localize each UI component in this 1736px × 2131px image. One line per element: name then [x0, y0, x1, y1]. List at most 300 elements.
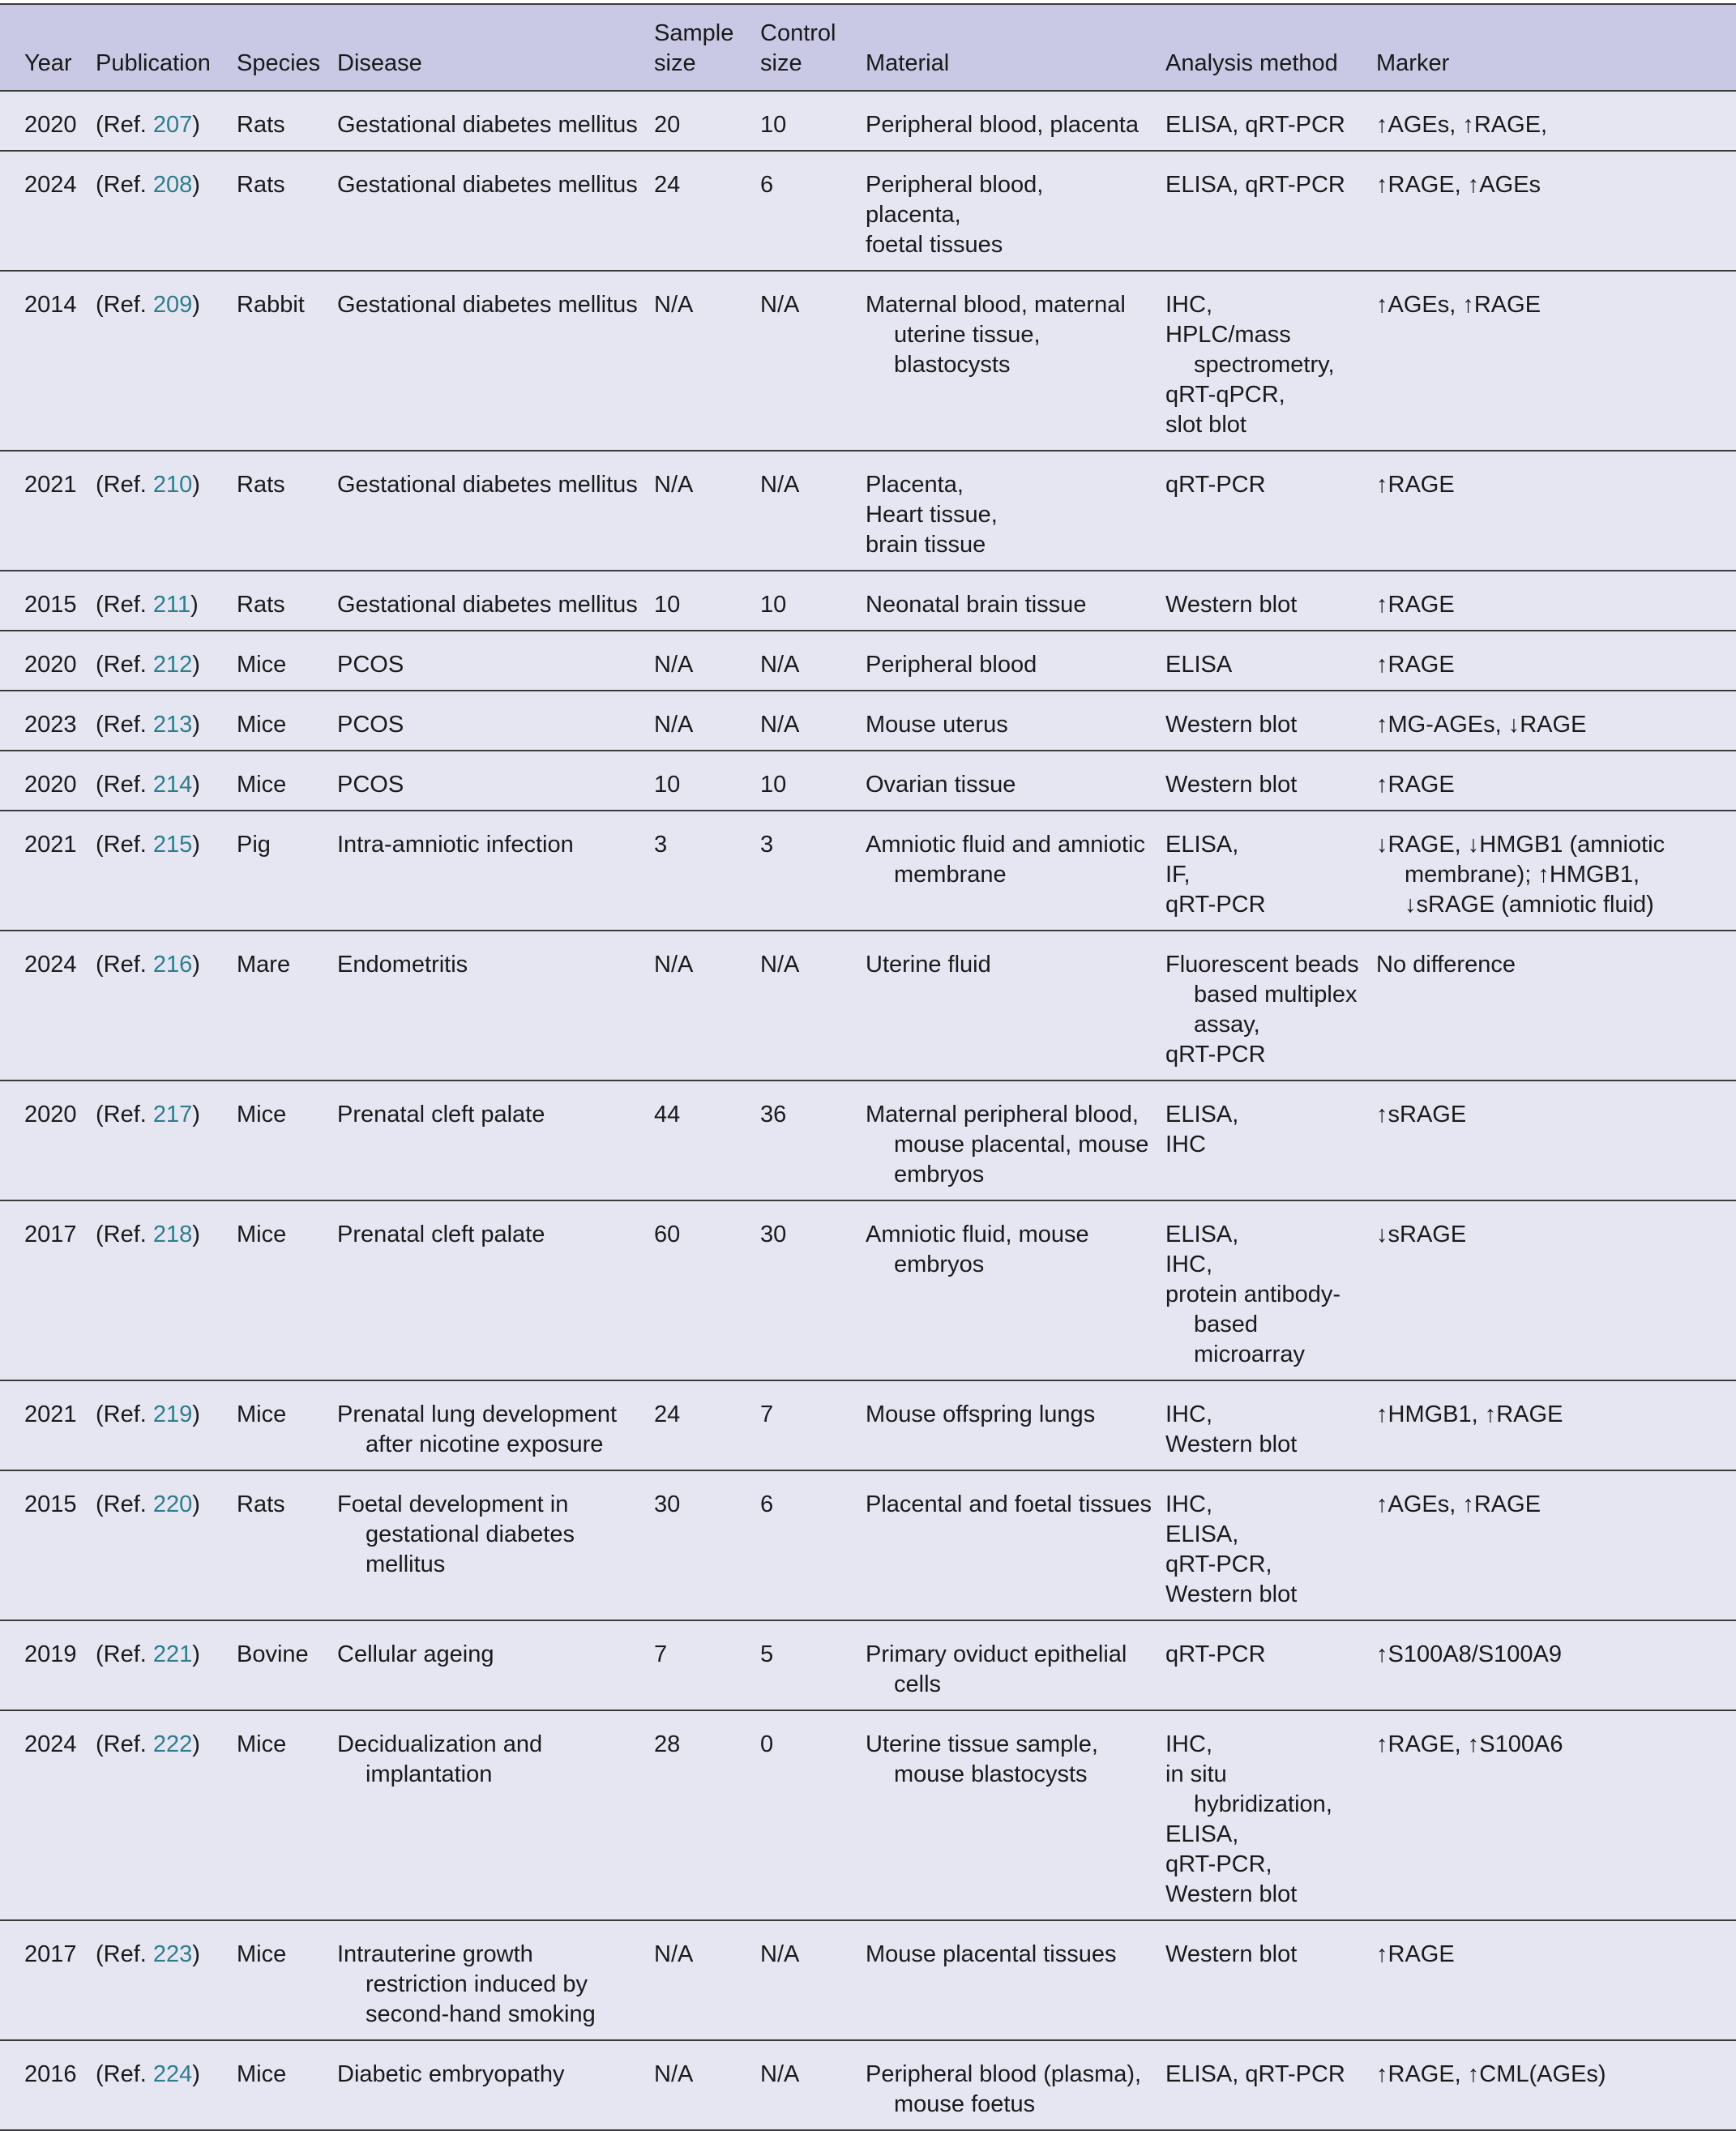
disease-cell-text: Decidualization and implantation	[337, 1731, 543, 1787]
table-header	[0, 4, 1736, 91]
marker-cell	[1370, 91, 1736, 151]
control-size-cell	[754, 1470, 859, 1620]
analysis-method-cell-line: Western blot	[1165, 1941, 1298, 1967]
species-cell-text: Rats	[237, 172, 285, 198]
table-row	[0, 1080, 1736, 1200]
year-cell	[0, 1920, 89, 2040]
analysis-method-cell-line: ELISA	[1165, 652, 1233, 678]
material-cell-text: Peripheral blood (plasma), mouse foetus	[866, 2061, 1142, 2117]
material-cell-line: foetal tissues	[866, 232, 1003, 258]
ref-link[interactable]: 218	[152, 1222, 193, 1247]
ref-prefix: (Ref.	[96, 1401, 153, 1427]
publication-cell	[89, 1470, 230, 1620]
control-size-cell	[754, 1710, 859, 1920]
header-disease: Disease	[331, 4, 648, 91]
year-cell	[0, 811, 89, 931]
species-cell	[230, 1920, 331, 2040]
material-cell-text: Peripheral blood, placenta	[866, 112, 1139, 138]
marker-cell	[1370, 571, 1736, 631]
sample-size-cell-text: 10	[654, 592, 681, 618]
analysis-method-cell-line: protein antibody-based microarray	[1165, 1282, 1341, 1367]
marker-cell	[1370, 2040, 1736, 2130]
analysis-method-cell-line: Western blot	[1165, 772, 1298, 798]
material-cell-text: Mouse uterus	[866, 712, 1008, 738]
analysis-method-cell-line: ELISA,	[1165, 1821, 1239, 1847]
material-cell	[859, 1470, 1159, 1620]
ref-link[interactable]: 212	[152, 652, 193, 678]
analysis-method-cell-line: Western blot	[1165, 1581, 1298, 1607]
table-row	[0, 1380, 1736, 1470]
ref-link[interactable]: 208	[152, 172, 193, 198]
species-cell	[230, 1080, 331, 1200]
year-cell-text: 2015	[24, 592, 77, 618]
year-cell-text: 2015	[24, 1491, 77, 1517]
species-cell-text: Mice	[237, 1222, 287, 1247]
ref-link[interactable]: 215	[152, 832, 193, 858]
analysis-method-cell	[1159, 631, 1370, 691]
material-cell	[859, 751, 1159, 811]
marker-cell-text: ↑MG-AGEs, ↓RAGE	[1376, 712, 1587, 738]
year-cell-text: 2019	[24, 1641, 77, 1667]
ref-link[interactable]: 219	[152, 1401, 193, 1427]
sample-size-cell-text: 20	[654, 112, 681, 138]
year-cell	[0, 451, 89, 571]
analysis-method-cell-line: Western blot	[1165, 712, 1298, 738]
ref-prefix: (Ref.	[96, 1941, 153, 1967]
disease-cell	[331, 1620, 648, 1710]
disease-cell	[331, 631, 648, 691]
material-cell	[859, 1080, 1159, 1200]
year-cell-text: 2016	[24, 2061, 77, 2087]
species-cell	[230, 271, 331, 451]
header-sample-size: Sample size	[648, 4, 754, 91]
year-cell-text: 2020	[24, 1102, 77, 1128]
sample-size-cell-text: N/A	[654, 1941, 694, 1967]
species-cell-text: Rats	[237, 472, 285, 498]
material-cell-text: Ovarian tissue	[866, 772, 1016, 798]
analysis-method-cell-line: ELISA, qRT-PCR	[1165, 2061, 1345, 2087]
ref-prefix: (Ref.	[96, 2061, 153, 2087]
disease-cell-text: PCOS	[337, 772, 404, 798]
marker-cell	[1370, 691, 1736, 751]
sample-size-cell	[648, 1470, 754, 1620]
ref-prefix: (Ref.	[96, 652, 153, 678]
sample-size-cell-text: 7	[654, 1641, 668, 1667]
sample-size-cell	[648, 691, 754, 751]
control-size-cell-text: 3	[760, 832, 774, 858]
table-row	[0, 1470, 1736, 1620]
marker-cell-text: ↑AGEs, ↑RAGE	[1376, 1491, 1541, 1517]
ref-suffix: )	[192, 1102, 200, 1128]
ref-suffix: )	[192, 1491, 200, 1517]
control-size-cell-text: 30	[760, 1222, 787, 1247]
disease-cell-text: Diabetic embryopathy	[337, 2061, 565, 2087]
species-cell	[230, 1470, 331, 1620]
disease-cell	[331, 91, 648, 151]
material-cell	[859, 631, 1159, 691]
material-cell-text: Primary oviduct epithelial cells	[866, 1641, 1127, 1697]
ref-prefix: (Ref.	[96, 292, 153, 318]
ref-prefix: (Ref.	[96, 1731, 153, 1757]
ref-link[interactable]: 220	[152, 1491, 193, 1517]
year-cell-text: 2020	[24, 772, 77, 798]
material-cell-text: Mouse placental tissues	[866, 1941, 1117, 1967]
ref-suffix: )	[192, 832, 200, 858]
sample-size-cell-text: 30	[654, 1491, 681, 1517]
analysis-method-cell	[1159, 271, 1370, 451]
control-size-cell-text: N/A	[760, 1941, 800, 1967]
year-cell	[0, 91, 89, 151]
publication-cell	[89, 1620, 230, 1710]
sample-size-cell-text: 10	[654, 772, 681, 798]
analysis-method-cell-line: IF,	[1165, 862, 1191, 888]
material-cell-text: Amniotic fluid, mouse embryos	[866, 1222, 1089, 1277]
ref-prefix: (Ref.	[96, 592, 153, 618]
table-row	[0, 1620, 1736, 1710]
material-cell-text: Placental and foetal tissues	[866, 1491, 1152, 1517]
analysis-method-cell-line: HPLC/mass spectrometry,	[1165, 322, 1335, 378]
species-cell-text: Mice	[237, 1102, 287, 1128]
table-row	[0, 811, 1736, 931]
year-cell-text: 2014	[24, 292, 77, 318]
year-cell-text: 2024	[24, 1731, 77, 1757]
marker-cell-text: ↑RAGE, ↑S100A6	[1376, 1731, 1563, 1757]
marker-cell-text: ↑RAGE, ↑CML(AGEs)	[1376, 2061, 1606, 2087]
ref-suffix: )	[192, 112, 200, 138]
control-size-cell-text: N/A	[760, 952, 800, 978]
disease-cell	[331, 811, 648, 931]
analysis-method-cell-line: IHC	[1165, 1132, 1206, 1158]
disease-cell	[331, 451, 648, 571]
ref-prefix: (Ref.	[96, 1641, 153, 1667]
species-cell-text: Mice	[237, 1401, 287, 1427]
analysis-method-cell-line: qRT-PCR	[1165, 1042, 1266, 1068]
publication-cell	[89, 91, 230, 151]
ref-link[interactable]: 223	[152, 1941, 193, 1967]
species-cell	[230, 451, 331, 571]
analysis-method-cell-line: ELISA,	[1165, 1102, 1239, 1128]
species-cell-text: Rats	[237, 592, 285, 618]
marker-cell-text: ↑HMGB1, ↑RAGE	[1376, 1401, 1563, 1427]
sample-size-cell	[648, 151, 754, 271]
year-cell	[0, 691, 89, 751]
sample-size-cell-text: N/A	[654, 292, 694, 318]
sample-size-cell	[648, 751, 754, 811]
sample-size-cell-text: N/A	[654, 652, 694, 678]
material-cell	[859, 1920, 1159, 2040]
ref-suffix: )	[192, 652, 200, 678]
table-row	[0, 571, 1736, 631]
ref-suffix: )	[192, 772, 200, 798]
analysis-method-cell-line: qRT-PCR	[1165, 892, 1266, 918]
header-analysis-method: Analysis method	[1159, 4, 1370, 91]
sample-size-cell-text: N/A	[654, 952, 694, 978]
control-size-cell	[754, 271, 859, 451]
sample-size-cell	[648, 571, 754, 631]
ref-link[interactable]: 210	[152, 472, 193, 498]
ref-link[interactable]: 216	[152, 952, 193, 978]
disease-cell	[331, 1470, 648, 1620]
control-size-cell	[754, 631, 859, 691]
header-control-size: Control size	[754, 4, 859, 91]
year-cell-text: 2020	[24, 652, 77, 678]
species-cell-text: Mare	[237, 952, 291, 978]
marker-cell	[1370, 1200, 1736, 1380]
material-cell-text: Maternal peripheral blood, mouse placental, mouse embryos	[866, 1102, 1149, 1187]
control-size-cell	[754, 2040, 859, 2130]
year-cell	[0, 151, 89, 271]
table-row	[0, 691, 1736, 751]
species-cell	[230, 691, 331, 751]
disease-cell	[331, 1080, 648, 1200]
species-cell-text: Rats	[237, 112, 285, 138]
year-cell	[0, 1380, 89, 1470]
disease-cell	[331, 151, 648, 271]
year-cell	[0, 1200, 89, 1380]
ref-prefix: (Ref.	[96, 112, 153, 138]
year-cell	[0, 271, 89, 451]
analysis-method-cell	[1159, 1920, 1370, 2040]
disease-cell-text: Prenatal cleft palate	[337, 1222, 545, 1247]
species-cell	[230, 811, 331, 931]
ref-link[interactable]: 211	[152, 592, 191, 618]
species-cell-text: Mice	[237, 2061, 287, 2087]
marker-cell-text: No difference	[1376, 952, 1516, 978]
marker-cell	[1370, 751, 1736, 811]
marker-cell	[1370, 811, 1736, 931]
material-cell	[859, 1620, 1159, 1710]
ref-link[interactable]: 207	[152, 112, 193, 138]
year-cell	[0, 2040, 89, 2130]
disease-cell-text: PCOS	[337, 712, 404, 738]
analysis-method-cell	[1159, 151, 1370, 271]
ref-suffix: )	[192, 1941, 200, 1967]
material-cell-text: Peripheral blood	[866, 652, 1037, 678]
sample-size-cell	[648, 1380, 754, 1470]
analysis-method-cell-line: IHC,	[1165, 292, 1212, 318]
publication-cell	[89, 571, 230, 631]
disease-cell	[331, 1920, 648, 2040]
data-table	[0, 3, 1736, 2131]
marker-cell	[1370, 1080, 1736, 1200]
analysis-method-cell	[1159, 811, 1370, 931]
year-cell	[0, 1710, 89, 1920]
control-size-cell-text: 10	[760, 772, 787, 798]
disease-cell-text: Prenatal cleft palate	[337, 1102, 545, 1128]
table-row	[0, 1920, 1736, 2040]
ref-suffix: )	[190, 592, 199, 618]
material-cell	[859, 931, 1159, 1080]
control-size-cell-text: N/A	[760, 292, 800, 318]
ref-link[interactable]: 224	[152, 2061, 193, 2087]
species-cell	[230, 631, 331, 691]
marker-cell-text: ↑RAGE	[1376, 652, 1455, 678]
marker-cell	[1370, 1710, 1736, 1920]
analysis-method-cell-line: Western blot	[1165, 592, 1298, 618]
ref-suffix: )	[192, 1641, 200, 1667]
material-cell	[859, 2040, 1159, 2130]
analysis-method-cell	[1159, 931, 1370, 1080]
ref-prefix: (Ref.	[96, 1102, 153, 1128]
ref-suffix: )	[192, 1731, 200, 1757]
publication-cell	[89, 811, 230, 931]
control-size-cell	[754, 451, 859, 571]
control-size-cell	[754, 91, 859, 151]
year-cell-text: 2021	[24, 472, 77, 498]
control-size-cell-text: 36	[760, 1102, 787, 1128]
year-cell	[0, 1080, 89, 1200]
marker-cell	[1370, 271, 1736, 451]
sample-size-cell	[648, 2040, 754, 2130]
control-size-cell-text: 10	[760, 592, 787, 618]
publication-cell	[89, 1920, 230, 2040]
ref-suffix: )	[192, 1401, 200, 1427]
year-cell-text: 2023	[24, 712, 77, 738]
marker-cell	[1370, 451, 1736, 571]
analysis-method-cell	[1159, 1200, 1370, 1380]
year-cell-text: 2021	[24, 1401, 77, 1427]
species-cell	[230, 91, 331, 151]
year-cell-text: 2024	[24, 172, 77, 198]
table-row	[0, 451, 1736, 571]
control-size-cell	[754, 1200, 859, 1380]
year-cell	[0, 751, 89, 811]
publication-cell	[89, 1080, 230, 1200]
ref-link[interactable]: 214	[152, 772, 193, 798]
disease-cell	[331, 2040, 648, 2130]
ref-prefix: (Ref.	[96, 772, 153, 798]
marker-cell-text: ↑RAGE	[1376, 1941, 1455, 1967]
ref-suffix: )	[192, 952, 200, 978]
analysis-method-cell	[1159, 571, 1370, 631]
disease-cell-text: Gestational diabetes mellitus	[337, 292, 638, 318]
marker-cell-text: ↑AGEs, ↑RAGE,	[1376, 112, 1548, 138]
ref-prefix: (Ref.	[96, 1491, 153, 1517]
marker-cell	[1370, 151, 1736, 271]
analysis-method-cell	[1159, 751, 1370, 811]
analysis-method-cell-line: IHC,	[1165, 1252, 1212, 1277]
sample-size-cell-text: 60	[654, 1222, 681, 1247]
analysis-method-cell-line: IHC,	[1165, 1491, 1212, 1517]
marker-cell-text: ↑RAGE	[1376, 772, 1455, 798]
year-cell-text: 2017	[24, 1222, 77, 1247]
ref-prefix: (Ref.	[96, 472, 153, 498]
material-cell	[859, 151, 1159, 271]
year-cell-text: 2024	[24, 952, 77, 978]
ref-link[interactable]: 222	[152, 1731, 193, 1757]
year-cell-text: 2020	[24, 112, 77, 138]
material-cell-line: placenta,	[866, 202, 961, 228]
analysis-method-cell-line: ELISA,	[1165, 832, 1239, 858]
analysis-method-cell-line: Fluorescent beads based multiplex assay,	[1165, 952, 1359, 1038]
marker-cell-text: ↑sRAGE	[1376, 1102, 1467, 1128]
material-cell-text: Maternal blood, maternal uterine tissue, blastocysts	[866, 292, 1126, 378]
publication-cell	[89, 1380, 230, 1470]
material-cell-text: Uterine tissue sample, mouse blastocysts	[866, 1731, 1098, 1787]
sample-size-cell	[648, 931, 754, 1080]
sample-size-cell	[648, 271, 754, 451]
sample-size-cell-text: 44	[654, 1102, 681, 1128]
material-cell	[859, 1380, 1159, 1470]
table-body	[0, 91, 1736, 2130]
disease-cell-text: Gestational diabetes mellitus	[337, 592, 638, 618]
ref-prefix: (Ref.	[96, 952, 153, 978]
marker-cell-text: ↑RAGE	[1376, 472, 1455, 498]
table-row	[0, 151, 1736, 271]
sample-size-cell-text: N/A	[654, 472, 694, 498]
analysis-method-cell	[1159, 1470, 1370, 1620]
disease-cell	[331, 271, 648, 451]
material-cell-text: Amniotic fluid and amniotic membrane	[866, 832, 1145, 888]
disease-cell	[331, 751, 648, 811]
ref-link[interactable]: 221	[152, 1641, 193, 1667]
ref-link[interactable]: 217	[152, 1102, 193, 1128]
ref-prefix: (Ref.	[96, 832, 153, 858]
ref-suffix: )	[192, 2061, 200, 2087]
control-size-cell	[754, 571, 859, 631]
disease-cell-text: Intra-amniotic infection	[337, 832, 574, 858]
sample-size-cell-text: 3	[654, 832, 668, 858]
publication-cell	[89, 1200, 230, 1380]
header-publication: Publication	[89, 4, 230, 91]
analysis-method-cell-line: Western blot	[1165, 1431, 1298, 1457]
table-row	[0, 271, 1736, 451]
material-cell-line: Placenta,	[866, 472, 964, 498]
disease-cell	[331, 571, 648, 631]
analysis-method-cell	[1159, 1080, 1370, 1200]
species-cell	[230, 751, 331, 811]
table-row	[0, 1710, 1736, 1920]
sample-size-cell-text: N/A	[654, 712, 694, 738]
marker-cell	[1370, 631, 1736, 691]
table-row	[0, 1200, 1736, 1380]
ref-link[interactable]: 209	[152, 292, 193, 318]
analysis-method-cell-line: ELISA,	[1165, 1222, 1239, 1247]
disease-cell	[331, 691, 648, 751]
disease-cell-text: Cellular ageing	[337, 1641, 494, 1667]
species-cell	[230, 1380, 331, 1470]
marker-cell-text: ↑AGEs, ↑RAGE	[1376, 292, 1541, 318]
control-size-cell	[754, 151, 859, 271]
marker-cell-text: ↓RAGE, ↓HMGB1 (amniotic membrane); ↑HMGB1, ↓sRAGE (amniotic fluid)	[1376, 832, 1665, 918]
ref-link[interactable]: 213	[152, 712, 193, 738]
species-cell	[230, 1200, 331, 1380]
species-cell	[230, 151, 331, 271]
species-cell-text: Mice	[237, 1731, 287, 1757]
disease-cell-text: Intrauterine growth restriction induced by second-hand smoking	[337, 1941, 596, 2027]
species-cell	[230, 1620, 331, 1710]
marker-cell-text: ↑RAGE	[1376, 592, 1455, 618]
analysis-method-cell	[1159, 1380, 1370, 1470]
header-material: Material	[859, 4, 1159, 91]
table-row	[0, 931, 1736, 1080]
sample-size-cell-text: 24	[654, 1401, 681, 1427]
ref-prefix: (Ref.	[96, 712, 153, 738]
marker-cell-text: ↑RAGE, ↑AGEs	[1376, 172, 1541, 198]
marker-cell	[1370, 1470, 1736, 1620]
analysis-method-cell-line: in situ hybridization,	[1165, 1761, 1332, 1817]
analysis-method-cell-line: ELISA, qRT-PCR	[1165, 172, 1345, 198]
material-cell	[859, 571, 1159, 631]
ref-suffix: )	[192, 172, 200, 198]
species-cell-text: Mice	[237, 1941, 287, 1967]
analysis-method-cell-line: IHC,	[1165, 1401, 1212, 1427]
ref-suffix: )	[192, 472, 200, 498]
material-cell-line: Peripheral blood,	[866, 172, 1044, 198]
disease-cell	[331, 931, 648, 1080]
disease-cell-text: PCOS	[337, 652, 404, 678]
marker-cell	[1370, 1380, 1736, 1470]
